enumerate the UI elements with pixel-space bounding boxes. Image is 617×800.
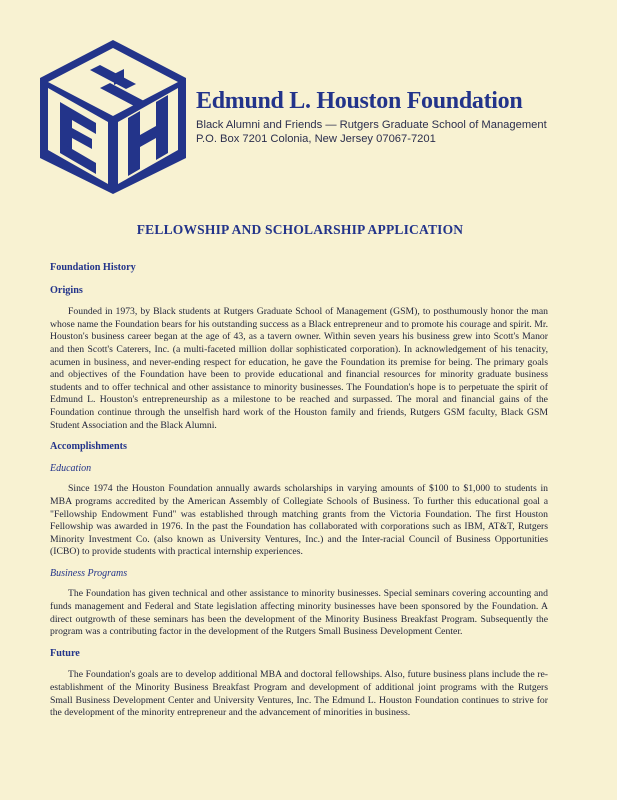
heading-foundation-history: Foundation History (50, 262, 136, 273)
organization-address: P.O. Box 7201 Colonia, New Jersey 07067-7201 (196, 133, 436, 145)
heading-education: Education (50, 462, 92, 474)
organization-subtitle: Black Alumni and Friends — Rutgers Graduate School of Management (196, 119, 547, 131)
foundation-logo (38, 38, 188, 196)
document-body (50, 262, 548, 729)
organization-name: Edmund L. Houston Foundation (196, 88, 523, 114)
paragraph-future: The Foundation's goals are to develop additional MBA and doctoral fellowships. Also, future business plans include the re-establishment of the Minority Business Breakfast Program and development of additional joint programs with the Rutgers Small Business Development Center and University Ventures, Inc. The Edmund L. Houston Foundation continues to strive for the development of the minority entrepreneur and the advancement of minorities in business. (50, 669, 548, 719)
heading-origins: Origins (50, 284, 83, 296)
page-title: FELLOWSHIP AND SCHOLARSHIP APPLICATION (136, 222, 464, 237)
heading-accomplishments: Accomplishments (50, 441, 127, 453)
paragraph-origins: Founded in 1973, by Black students at Rutgers Graduate School of Management (GSM), to posthumously honor the man whose name the Foundation bears for his outstanding success as a Black entrepreneur and to promote his courage and spirit. Mr. Houston's business career began at the age of 43, as a tavern owner. Within seven years his business grew into Scott's Manor and then Scott's Caterers, Inc. (a multi-faceted million dollar sophisticated corporation). In acknowledgement of his tenacity, acumen in business, and never-ending respect for education, he gave the Foundation its premise for being. The primary goals and objectives of the Foundation have been to provide educational and financial resources for minority graduate business students and to offer technical and other assistance to minority businesses. The Foundation's hope is to perpetuate the spirit of Edmund L. Houston's entrepreneurship as a milestone to be reached and surpassed. The moral and financial gains of the Foundation continue through the unselfish hard work of the Houston family and friends, Rutgers GSM faculty, Black GSM Student Association and the Black Alumni. (50, 306, 548, 431)
heading-future: Future (50, 647, 80, 659)
heading-business-programs: Business Programs (50, 567, 128, 579)
paragraph-education: Since 1974 the Houston Foundation annually awards scholarships in varying amounts of $100 to $1,000 to students in MBA programs accredited by the American Assembly of Collegiate Schools of Business. To further this educational goal a "Fellowship Endowment Fund" was established through matching grants from the Victoria Foundation. The first Houston Fellowship was awarded in 1976. In the past the Foundation has collaborated with corporations such as IBM, AT&T, Rutgers Minority Investment Co. (also known as University Ventures, Inc.) and the Inter-racial Council of Business Opportunities (ICBO) to provide students with practical internship experiences. (50, 483, 548, 558)
organization-contact (196, 118, 547, 146)
paragraph-business-programs: The Foundation has given technical and other assistance to minority businesses. Special seminars covering accounting and funds management and Federal and State legislation affecting minority businesses have been sponsored by the Foundation. A direct outgrowth of these seminars has been the development of the Minority Business Breakfast Program. Subsequently the program was a contributing factor in the development of the Rutgers Small Business Development Center. (50, 588, 548, 638)
